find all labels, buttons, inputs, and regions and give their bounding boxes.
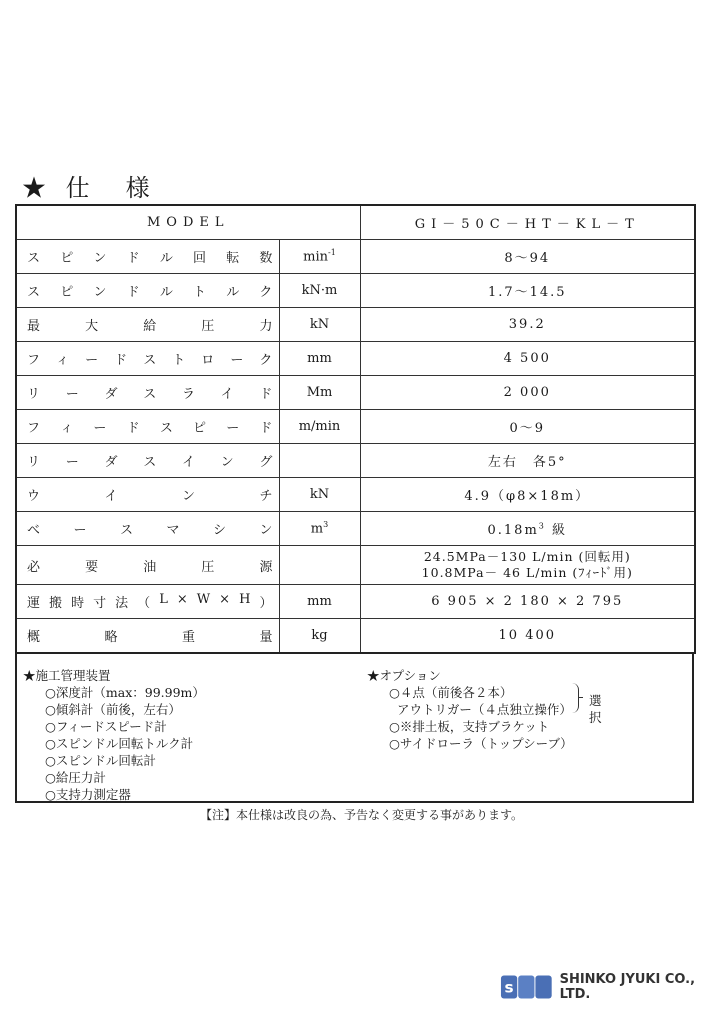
page-title: ★ 仕 様 — [22, 174, 156, 202]
notes-box — [15, 653, 694, 803]
spec-unit — [279, 546, 360, 585]
spec-row — [16, 308, 695, 342]
management-heading: ★施工管理装置 — [23, 668, 111, 683]
spec-unit — [279, 444, 360, 478]
spec-label: 最 大 給 圧 力 — [16, 308, 279, 342]
spec-value: 2 000 — [360, 376, 695, 410]
select-label: 選択 — [589, 693, 602, 725]
spec-unit: m/min — [279, 410, 360, 444]
spec-label: 運 搬 時 寸 法 （ L × W × H ） — [16, 585, 279, 619]
spec-table — [15, 204, 696, 654]
company-name: SHINKO JYUKI CO., LTD. — [559, 972, 696, 1002]
spec-row — [16, 546, 695, 585]
spec-unit: kN — [279, 478, 360, 512]
model-name: GI－50C－HT－KL－T — [360, 205, 695, 240]
management-item: ○フィードスピード計 — [45, 719, 167, 734]
management-item: ○給圧力計 — [45, 770, 106, 785]
spec-value: 39.2 — [360, 308, 695, 342]
spec-label: ス ピ ン ド ル ト ル ク — [16, 274, 279, 308]
model-label: MODEL — [16, 205, 360, 240]
spec-row — [16, 512, 695, 546]
spec-row — [16, 376, 695, 410]
company-logo — [500, 972, 723, 1002]
management-item: ○スピンドル回転トルク計 — [45, 736, 194, 751]
spec-value: 8～94 — [360, 240, 695, 274]
spec-label: リ ー ダ ス ラ イ ド — [16, 376, 279, 410]
spec-label: 概 略 重 量 — [16, 619, 279, 654]
management-item: ○スピンドル回転計 — [45, 753, 156, 768]
spec-value: 10 400 — [360, 619, 695, 654]
spec-unit: kN·m — [279, 274, 360, 308]
spec-row — [16, 342, 695, 376]
spec-value: $0.18m^3$ 級 — [360, 512, 695, 546]
option-item-outrigger: ○４点（前後各２本） — [389, 685, 513, 700]
spec-unit: mm — [279, 585, 360, 619]
options-heading: ★オプション — [367, 668, 441, 683]
spec-unit: $m^3$ — [279, 512, 360, 546]
spec-row — [16, 478, 695, 512]
brace-icon — [572, 683, 579, 713]
management-item: ○支持力測定器 — [45, 787, 131, 802]
spec-unit: mm — [279, 342, 360, 376]
spec-value: 4 500 — [360, 342, 695, 376]
management-item: ○傾斜計（前後，左右） — [45, 702, 181, 717]
spec-unit: kN — [279, 308, 360, 342]
spec-label: ス ピ ン ド ル 回 転 数 — [16, 240, 279, 274]
spec-label: フ ィ ー ド ス ト ロ ー ク — [16, 342, 279, 376]
spec-label: 必 要 油 圧 源 — [16, 546, 279, 585]
spec-value: 1.7～14.5 — [360, 274, 695, 308]
spec-value: 4.9（φ8×18m） — [360, 478, 695, 512]
spec-row — [16, 274, 695, 308]
spec-unit: $\min^{-1}$ — [279, 240, 360, 274]
spec-unit: kg — [279, 619, 360, 654]
spec-value: 6 905 × 2 180 × 2 795 — [360, 585, 695, 619]
management-item: ○深度計（max：99.99m） — [45, 685, 205, 700]
spec-value: 左右 各5° — [360, 444, 695, 478]
footnote: 【注】本仕様は改良の為、予告なく変更する事があります。 — [199, 808, 524, 822]
spec-label: リ ー ダ ス イ ン グ — [16, 444, 279, 478]
spec-label: ベ ー ス マ シ ン — [16, 512, 279, 546]
options-section — [367, 667, 602, 752]
spec-row — [16, 444, 695, 478]
option-item-roller: ○サイドローラ（トップシーブ） — [389, 736, 573, 751]
management-section — [23, 667, 205, 803]
header-row — [16, 205, 695, 240]
spec-row — [16, 410, 695, 444]
spec-label: フ ィ ー ド ス ピ ー ド — [16, 410, 279, 444]
option-item-outrigger-detail: アウトリガー（４点独立操作） — [397, 702, 572, 717]
spec-row — [16, 585, 695, 619]
spec-row — [16, 619, 695, 654]
logo-letter-s: s — [504, 978, 514, 997]
sjc-logo-icon — [500, 972, 554, 1002]
spec-row — [16, 240, 695, 274]
option-item-plate: ○※排土板，支持ブラケット — [389, 719, 550, 734]
spec-label: ウ イ ン チ — [16, 478, 279, 512]
spec-value: 0～9 — [360, 410, 695, 444]
spec-value: 24.5MPa－130 L/min (回転用) 10.8MPa－ 46 L/min (ﾌｨｰﾄﾞ用) — [360, 546, 695, 585]
spec-unit: Mm — [279, 376, 360, 410]
